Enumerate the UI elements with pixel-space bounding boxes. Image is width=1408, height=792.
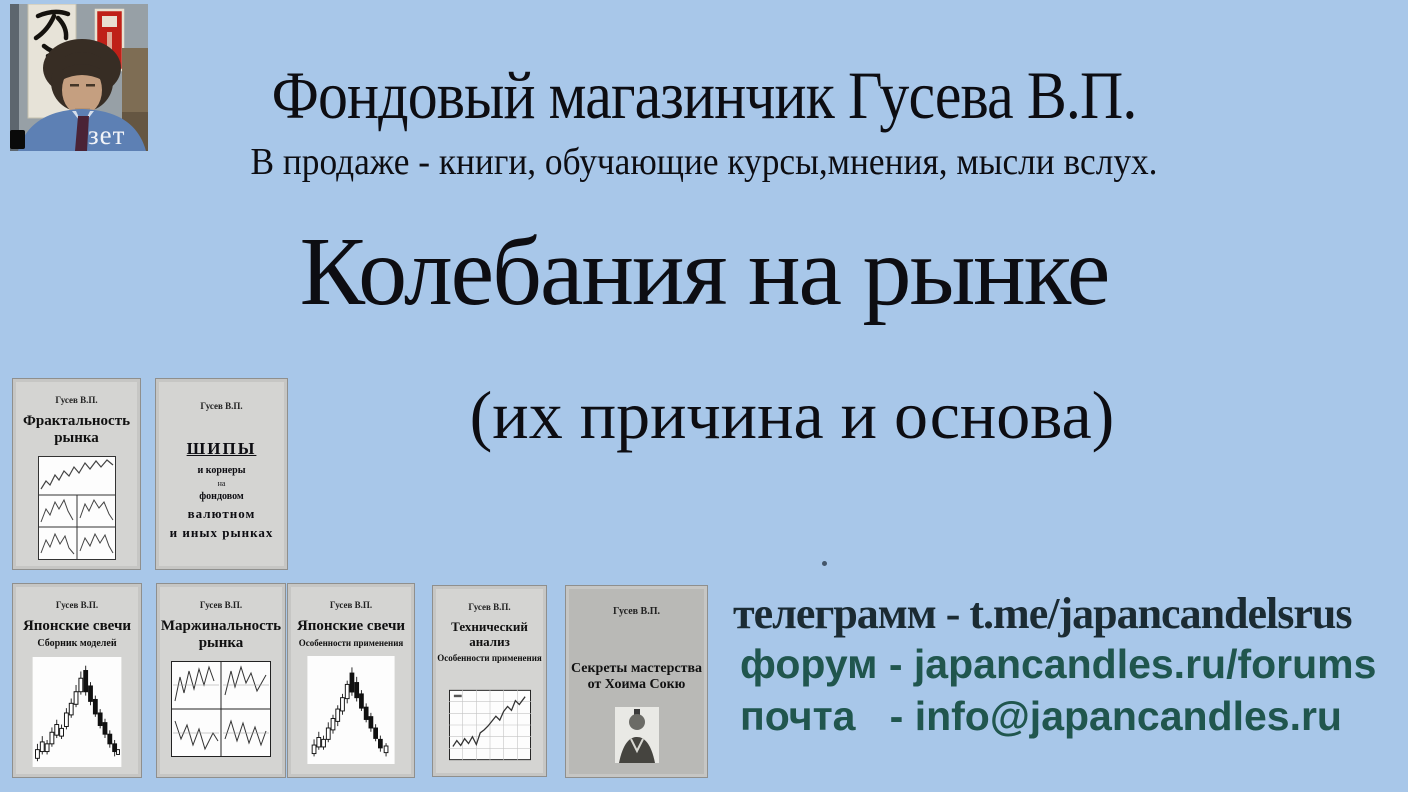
- book-line: валютном: [187, 506, 256, 521]
- photo-caption: зет: [88, 120, 126, 150]
- book-title-line: рынка: [198, 635, 244, 652]
- book-author: Гусев В.П.: [612, 606, 661, 617]
- book-author: Гусев В.П.: [199, 600, 243, 610]
- book-cover-candles-models: [12, 583, 142, 778]
- book-title: Японские свечи: [296, 618, 406, 634]
- line-chart-image: [449, 689, 531, 761]
- forum-contact-line: форум - japancandles.ru/forums: [740, 641, 1377, 687]
- candlestick-chart-image: [31, 657, 123, 767]
- book-cover-fractality: [12, 378, 141, 570]
- book-author: Гусев В.П.: [329, 600, 373, 610]
- book-line: на: [217, 479, 226, 488]
- book-cover-technical-analysis: [432, 585, 547, 777]
- mail-contact-line: почта - info@japancandles.ru: [740, 693, 1342, 739]
- homma-portrait-image: [615, 707, 659, 763]
- candlestick-chart-image: [306, 656, 396, 764]
- book-line: фондовом: [199, 491, 244, 502]
- book-title-line: от Хоима Сокю: [587, 677, 686, 693]
- book-title: Технический анализ: [451, 619, 528, 649]
- book-line: и корнеры: [197, 465, 246, 476]
- margin-charts-image: [171, 661, 271, 757]
- book-subtitle: Особенности применения: [437, 652, 542, 663]
- stray-dot: [822, 561, 827, 566]
- main-subheading: (их причина и основа): [469, 377, 1115, 453]
- book-title-line: Маржинальность: [160, 618, 282, 634]
- telegram-contact-line: телеграмм - t.me/japancandelsrus: [733, 589, 1352, 638]
- book-subtitle: Особенности применения: [298, 638, 404, 649]
- book-cover-candles-application: [287, 583, 415, 778]
- main-heading: Колебания на рынке: [299, 218, 1109, 326]
- book-author: Гусев В.П.: [55, 600, 99, 610]
- book-author: Гусев В.П.: [55, 395, 98, 405]
- book-title: Японские свечи: [22, 618, 132, 634]
- book-line: и иных рынках: [169, 525, 274, 540]
- page-title: Фондовый магазинчик Гусева В.П.: [271, 57, 1137, 133]
- book-cover-homma-secrets: [565, 585, 708, 778]
- page-subtitle: В продаже - книги, обучающие курсы,мнения, мысли вслух.: [250, 141, 1158, 183]
- book-author: Гусев В.П.: [468, 602, 511, 612]
- book-title-line: Фрактальность: [23, 413, 130, 429]
- book-cover-marginality: [156, 583, 286, 778]
- book-title-line: Секреты мастерства: [570, 661, 703, 676]
- book-subtitle: Сборник моделей: [37, 638, 117, 650]
- book-title: ШИПЫ: [186, 439, 257, 458]
- book-cover-spikes: [155, 378, 288, 570]
- fractal-charts-image: [38, 456, 116, 560]
- book-title-line: рынка: [54, 430, 99, 447]
- book-author: Гусев В.П.: [200, 401, 243, 411]
- corner-tab: [10, 130, 25, 149]
